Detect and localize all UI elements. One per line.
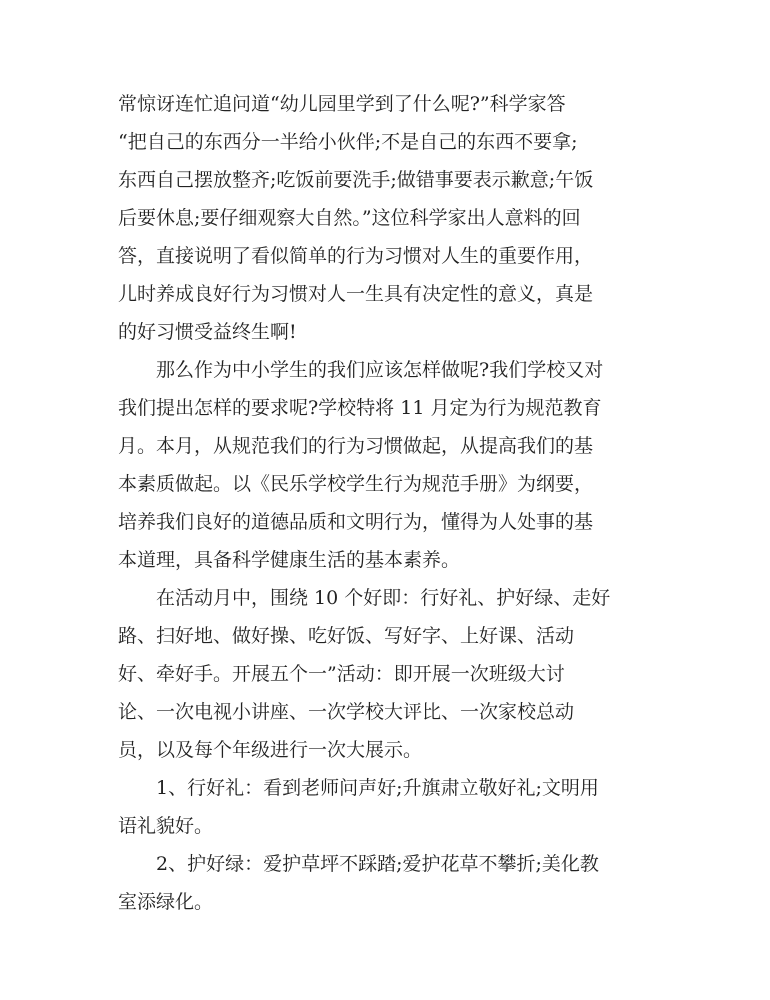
text-line: 论、一次电视小讲座、一次学校大评比、一次家校总动	[118, 701, 575, 723]
text-line: 在活动月中，围绕 10 个好即：行好礼、护好绿、走好	[118, 587, 611, 609]
text-line: 我们提出怎样的要求呢?学校特将 11 月定为行为规范教育	[118, 397, 602, 419]
text-line: 那么作为中小学生的我们应该怎样做呢?我们学校又对	[118, 359, 604, 381]
text-line: 后要休息;要仔细观察大自然。”这位科学家出人意料的回	[118, 207, 581, 229]
text-line: 本道理，具备科学健康生活的基本素养。	[118, 549, 461, 571]
text-line: 路、扫好地、做好操、吃好饭、写好字、上好课、活动	[118, 625, 575, 647]
text-line: 儿时养成良好行为习惯对人一生具有决定性的意义，真是	[118, 283, 594, 305]
text-line: 1、行好礼：看到老师问声好;升旗肃立敬好礼;文明用	[118, 777, 599, 799]
text-line: 月。本月，从规范我们的行为习惯做起，从提高我们的基	[118, 435, 594, 457]
text-line: 的好习惯受益终生啊!	[118, 321, 297, 343]
text-line: 语礼貌好。	[118, 815, 214, 837]
text-line: 东西自己摆放整齐;吃饭前要洗手;做错事要表示歉意;午饭	[118, 169, 594, 191]
text-line: 2、护好绿：爱护草坪不踩踏;爱护花草不攀折;美化教	[118, 853, 599, 875]
text-line: 培养我们良好的道德品质和文明行为，懂得为人处事的基	[118, 511, 594, 533]
text-line: 答，直接说明了看似简单的行为习惯对人生的重要作用，	[118, 245, 594, 267]
text-line: 常惊讶连忙追问道“幼儿园里学到了什么呢?”科学家答	[118, 93, 566, 115]
text-line: 本素质做起。以《民乐学校学生行为规范手册》为纲要，	[118, 473, 594, 495]
text-line: 员，以及每个年级进行一次大展示。	[118, 739, 423, 761]
text-line: “把自己的东西分一半给小伙伴;不是自己的东西不要拿;	[118, 131, 578, 153]
text-line: 室添绿化。	[118, 891, 214, 913]
text-line: 好、牵好手。开展五个一”活动：即开展一次班级大讨	[118, 663, 565, 685]
